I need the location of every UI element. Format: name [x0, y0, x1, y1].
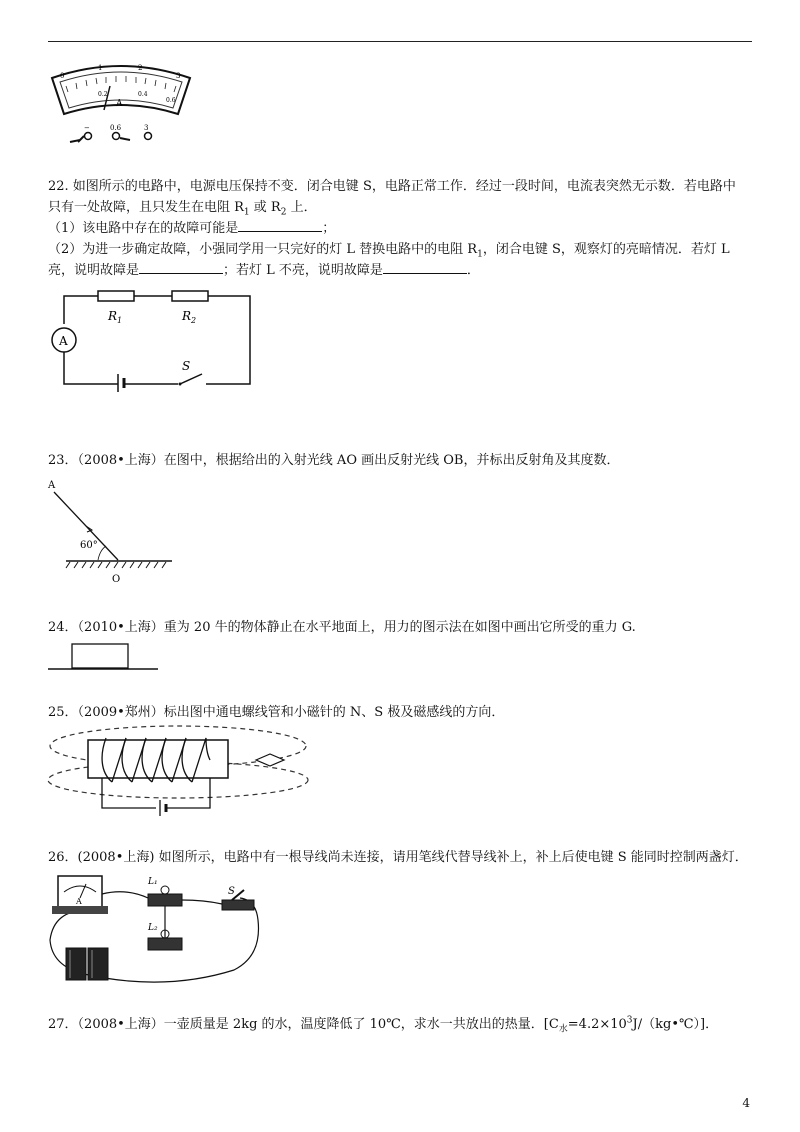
ammeter-tick-1: 1 [98, 64, 103, 72]
q22-part-3-a: 亮，说明故障是 [48, 263, 140, 278]
ammeter-unit: A [116, 99, 123, 109]
q22-line-2-a: 只有一处故障，且只发生在电阻 R [48, 200, 244, 215]
lamp-l2 [148, 938, 182, 950]
lamp-l1-label: L₁ [148, 877, 158, 887]
q27-text [48, 1014, 760, 1035]
q22-line-2 [48, 197, 760, 218]
q24-block-figure [46, 642, 160, 674]
question-25 [48, 702, 760, 723]
question-23 [48, 450, 760, 471]
resistor-r1 [98, 291, 134, 301]
switch-lever [180, 374, 202, 384]
q22-answer-blank-2[interactable] [139, 273, 223, 274]
q24-text: 24．（2010•上海）重为 20 牛的物体静止在水平地面上，用力的图示法在如图中画出它所受的重力 G. [48, 620, 636, 635]
page-number: 4 [742, 1096, 750, 1110]
q26-circuit-figure [44, 870, 268, 990]
point-o-label: O [112, 574, 121, 585]
lamp-l2-label: L₂ [148, 923, 158, 933]
ammeter-tick-0-6: 0.6 [166, 97, 176, 104]
switch-device [222, 900, 254, 910]
q22-part-2-a: （2）为进一步确定故障，小强同学用一只完好的灯 L 替换电路中的电阻 R [48, 242, 478, 257]
ammeter-tick-0-2: 0.2 [98, 91, 108, 98]
ammeter-tick-0-4: 0.4 [138, 91, 148, 98]
ammeter-device-label: A [76, 897, 82, 906]
r1-label: $R_1$ [108, 309, 123, 325]
switch-device-label: S [228, 886, 235, 897]
q22-line-1: 22. 如图所示的电路中，电源电压保持不变．闭合电键 S，电路正常工作．经过一段时间，电流表突然无示数．若电路中 [48, 179, 736, 194]
q22-part-3-c: ． [466, 263, 480, 278]
q22-part-1-end: ； [322, 221, 336, 236]
ammeter-tick-0: 0 [60, 72, 65, 80]
q27-c-sub: 水 [558, 1024, 568, 1035]
q22-circuit-figure [46, 288, 258, 392]
q22-sub-2: 2 [280, 207, 287, 218]
q22-part-1 [48, 218, 760, 239]
q22-part-2 [48, 239, 760, 260]
resistor-r2 [172, 291, 208, 301]
ammeter-terminal-minus: − [84, 124, 90, 132]
solenoid-core [88, 740, 228, 778]
q22-part-3 [48, 260, 760, 281]
magnetic-needle [256, 754, 284, 766]
ammeter-tick-2: 2 [138, 64, 143, 72]
switch-label: S [182, 359, 191, 373]
object-block [72, 644, 128, 668]
q27-value: =4.2×10 [567, 1017, 627, 1032]
ammeter-symbol-label: A [59, 334, 68, 348]
q22-part-2-b: ，闭合电键 S，观察灯的亮暗情况．若灯 L [482, 242, 730, 257]
question-26 [48, 847, 760, 868]
q25-text: 25．（2009•郑州）标出图中通电螺线管和小磁针的 N、S 极及磁感线的方向． [48, 705, 505, 720]
q22-part-3-b: ；若灯 L 不亮，说明故障是 [223, 263, 383, 278]
q22-sub-1: 1 [243, 207, 250, 218]
q22-answer-blank-3[interactable] [383, 273, 467, 274]
angle-label: 60° [80, 540, 98, 551]
q22-line-2-c: 上． [286, 200, 317, 215]
ammeter-terminal-3: 3 [144, 124, 149, 132]
q27-unit: J/（kg•℃）]． [632, 1017, 719, 1032]
q26-text: 26．(2008•上海) 如图所示，电路中有一根导线尚未连接，请用笔线代替导线补上，补上后使电键 S 能同时控制两盏灯． [48, 850, 748, 865]
q22-answer-blank-1[interactable] [238, 231, 322, 232]
point-a-label: A [48, 480, 56, 491]
q22-part-1-text: （1）该电路中存在的故障可能是 [48, 221, 239, 236]
q25-solenoid-figure [44, 724, 314, 824]
q23-text: 23．（2008•上海）在图中，根据给出的入射光线 AO 画出反射光线 OB，并标出反射角及其度数． [48, 453, 620, 468]
q27-text-main: 27．（2008•上海）一壶质量是 2kg 的水，温度降低了 10℃，求水一共放出的热量．[C [48, 1017, 559, 1032]
header-rule [48, 41, 752, 42]
lamp-l1 [148, 894, 182, 906]
q22-part-2-sub: 1 [477, 249, 483, 260]
q22-line-2-b: 或 R [249, 200, 281, 215]
question-27 [48, 1014, 760, 1035]
r2-label: $R_2$ [182, 309, 197, 325]
q23-reflection-figure [40, 474, 174, 586]
question-24 [48, 617, 760, 638]
q27-exponent: 3 [626, 1015, 633, 1026]
ammeter-tick-3: 3 [176, 72, 181, 80]
ammeter-terminal-0-6: 0.6 [110, 124, 122, 132]
ammeter-figure [46, 56, 196, 148]
question-22 [48, 176, 760, 281]
